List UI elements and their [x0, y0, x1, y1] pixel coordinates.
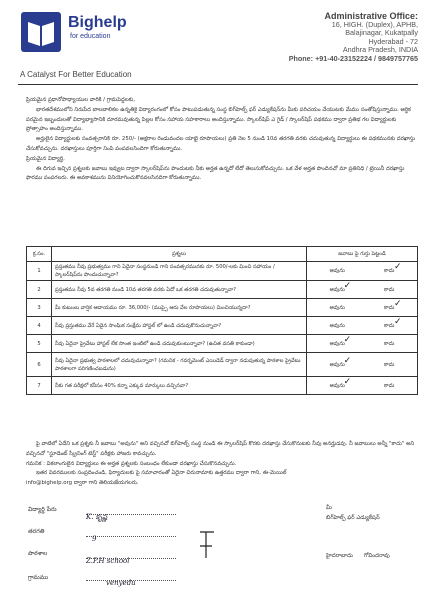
row-number: 7	[27, 377, 52, 395]
letter-body	[26, 96, 418, 184]
student-name-field[interactable]	[86, 504, 176, 521]
row-answer	[307, 377, 418, 395]
answer-yes-label: అవును	[329, 268, 345, 274]
office-line: Balajinagar, Kukatpally	[345, 28, 418, 38]
table-row	[27, 281, 418, 299]
brand-subtitle: for education	[70, 33, 111, 40]
class-label: తరగతి	[28, 528, 45, 535]
signature-name: గోవిందరావు	[364, 553, 390, 559]
table-row	[27, 262, 418, 281]
footer-email: info@bighelp.org ద్వారా గాని తెలియజేయగలరు.	[26, 480, 139, 487]
school-field[interactable]	[86, 548, 176, 565]
table-row	[27, 335, 418, 353]
signature-salutation: మీ	[326, 505, 332, 511]
class-value: 9	[92, 535, 97, 543]
footer-contact: ఇతర వివరములకు సంప్రదించండి, ఫిర్యాదులకు పై సమాచారంతో ఏదైనా చిరునామాకు ఉత్తరము ద్వారా గాని, ఈ-మెయిల్	[36, 470, 287, 477]
answer-yes-label: అవును	[329, 286, 345, 293]
bighelp-logo-icon	[20, 10, 62, 54]
row-number: 5	[27, 335, 52, 353]
answer-yes-label: అవును	[329, 304, 345, 311]
row-answer	[307, 281, 418, 299]
check-mark-icon: ✓	[343, 355, 352, 366]
answer-yes-label: అవును	[329, 361, 345, 368]
office-phone: Phone: +91-40-23152224 / 9849757765	[288, 53, 418, 63]
student-name-value: K. కృష్ణ	[86, 513, 108, 521]
row-answer	[307, 335, 418, 353]
signature-mark-icon	[196, 528, 220, 562]
brand-name: Bighelp	[68, 14, 127, 31]
col-question-header: ప్రశ్నలు	[52, 247, 307, 262]
row-number: 3	[27, 299, 52, 317]
answer-no-label: కాదు	[384, 340, 395, 347]
row-number: 6	[27, 353, 52, 377]
answer-no-label: కాదు	[384, 382, 395, 389]
row-question: ప్రస్తుతము నీవు 5వ తరగతి నుండి 10వ తరగతి వరకు ఏదో ఒక తరగతి చదువుతున్నావా?	[52, 281, 307, 299]
row-number: 2	[27, 281, 52, 299]
answer-yes-option[interactable]	[326, 334, 352, 348]
student-name-label: విద్యార్థి పేరు	[28, 506, 57, 513]
eligibility-table	[26, 246, 418, 395]
answer-yes-label: అవును	[329, 382, 345, 389]
student-greeting: ప్రియమైన విద్యార్థి,	[26, 155, 65, 162]
row-number: 4	[27, 317, 52, 335]
check-mark-icon: ✓	[343, 376, 352, 387]
answer-no-label: కాదు	[384, 361, 395, 368]
check-mark-icon: ✓	[343, 334, 352, 345]
row-question: నీవు ప్రస్తుతము వేరే ఏదైన సాంఘిక సంక్షేమ హాస్టల్ లో ఉండి చదువుకొనుచున్నావా?	[52, 317, 307, 335]
row-number: 1	[27, 262, 52, 281]
class-field[interactable]	[86, 526, 176, 543]
answer-yes-option[interactable]	[326, 304, 349, 312]
office-address	[218, 12, 418, 64]
answer-yes-option[interactable]	[326, 355, 352, 369]
school-value: Z.P.H school	[86, 557, 130, 565]
office-line: Andhra Pradesh, INDIA	[342, 45, 418, 55]
signature-place: హైదరాబాదు	[326, 553, 353, 559]
check-mark-icon: ✓	[394, 316, 402, 327]
answer-no-label: కాదు	[384, 304, 395, 311]
answer-no-option[interactable]	[380, 340, 398, 348]
row-answer	[307, 353, 418, 377]
answer-yes-option[interactable]	[326, 376, 352, 390]
letter-paragraph: భారతదేశములోని నిరుపేద బాలబాలికల ఉన్నతికై విద్యారంగంలో కోసం పాటుపడుతున్న సంస్థ బిగ్‌హెల్ప్ ఫర్ ఎడ్యుకేషన్‌ను మీకు పరిచయం చేయుటకు మేము సంతోషిస్తున్నాము. ఆర్థిక పరమైన ఇబ్బందులతో విద్యాభ్యాసానికి దూరమవుతున్న పిల్లల కోసం సహాయ సహకారాలు అందిస్తున్నాము. స్కాలర్‌షిప్ ఎ గైడ్ / స్కాలర్‌షిప్ పథకము ద్వారా ప్రతిభ గల విద్యార్థులకు ప్రోత్సాహం అందిస్తున్నాము.	[26, 106, 411, 133]
village-field[interactable]	[86, 570, 176, 587]
table-row	[27, 377, 418, 395]
answer-yes-label: అవును	[329, 340, 345, 347]
row-answer	[307, 299, 418, 317]
col-number-header: క్ర.సం.	[27, 247, 52, 262]
row-answer	[307, 317, 418, 335]
footer-note: గమనిక : వికలాంగులైన విద్యార్థులు ఈ అర్హత ప్రశ్నలకు సంబంధం లేకుండా దరఖాస్తు చేసుకొనవచ్చును.	[26, 460, 237, 467]
row-answer	[307, 262, 418, 281]
table-row	[27, 317, 418, 335]
check-mark-icon: ✓	[394, 262, 402, 272]
school-label: పాఠశాల	[28, 550, 48, 557]
row-question: నీవు ఏదైనా ప్రైవేటు హాస్టల్ లేక సొంత ఇంటిలో ఉండి చదువుకుంటున్నావా? (ఉచిత వసతి కాకుండా)	[52, 335, 307, 353]
signature-organisation: బిగ్‌హెల్ప్ ఫర్ ఎడ్యుకేషన్	[326, 515, 380, 521]
check-mark-icon: ✓	[343, 280, 352, 291]
letter-paragraph: ఈ దిగువ ఇచ్చిన ప్రశ్నలకు జవాబు ఇవ్వుట ద్వారా స్కాలర్‌షిప్‌ను పొందుటకు నీకు అర్హత ఉన్నదో లేదో తెలుసుకోవచ్చును. ఒక వేళ అర్హత పొందినచో మా ప్రతినిధి / ట్రెయినీ దరఖాస్తు ఫారము పంపగలరు. ఈ అవకాశమును వినియోగించుకొనవలసినదిగా కోరుతున్నాము.	[26, 165, 405, 182]
answer-yes-option[interactable]	[326, 322, 349, 330]
letter-paragraph: అర్హులైన విద్యార్థులకు సంవత్సరానికి రూ. 250/- (అక్షరాల రెండువందల యాభై రూపాయలు) ప్రతి నెల 5 నుండి 10వ తరగతి వరకు చదువుతున్న విద్యార్థులు ఈ పథకమునకు దరఖాస్తు చేసుకోవచ్చును. దరఖాస్తులు పూర్తిగా నింపి పంపవలసిందిగా కోరుతున్నాము.	[26, 136, 416, 152]
footer-paragraph: పై వాటిలో ఏదేని ఒక ప్రశ్నకు నీ జవాబు "అవును" అని వచ్చినచో బిగ్‌హెల్ప్ సంస్థ నుండి ఈ స్కాలర్‌షిప్ కొరకు దరఖాస్తు చేసుకొనుటకు నీవు అనర్హుడవు. నీ జవాబులు అన్నీ "కాదు" అని వచ్చినచో "స్టూడెంట్ స్క్రీనింగ్ టెస్ట్" పరీక్షకు హాజరు కావచ్చును.	[26, 441, 415, 457]
table-row	[27, 353, 418, 377]
footer-text	[26, 440, 418, 489]
village-label: గ్రామము	[28, 574, 49, 581]
table-row	[27, 299, 418, 317]
answer-yes-label: అవును	[329, 322, 345, 329]
answer-yes-option[interactable]	[326, 280, 352, 294]
answer-no-option[interactable]	[380, 262, 402, 275]
answer-yes-option[interactable]	[326, 267, 349, 275]
answer-no-option[interactable]	[380, 298, 402, 312]
row-question: ప్రస్తుతము నీవు ప్రభుత్వము గాని ఏదైనా సంస్థనుండి గాని సంవత్సరమునకు రూ. 500/-లకు మించి సహాయం / స్కాలర్‌షిప్‌ను పొందుచున్నావా?	[52, 262, 307, 281]
brand-tagline: A Catalyst For Better Education	[20, 70, 132, 79]
answer-no-label: కాదు	[384, 286, 395, 293]
col-answer-header: జవాబు పై గుర్తు పెట్టండి	[307, 247, 418, 262]
row-question: నీవు ఏదైనా ప్రభుత్వ పాఠశాలలో చదువుచున్నావా? (గమనిక - గవర్నమెంట్ ఎయిడెడ్ ద్వారా నడుపుతున్న పాఠశాల ప్రైవేటు పాఠశాలగా పరిగణించబడును)	[52, 353, 307, 377]
header-divider	[18, 84, 418, 85]
row-question: నీకు గత పరీక్షలో కనీసం 40% కన్నా ఎక్కువ మార్కులు వచ్చినవా?	[52, 377, 307, 395]
salutation: ప్రియమైన ప్రధానోపాధ్యాయుల వారికి / గ్రామపెద్దలకు,	[26, 97, 136, 103]
check-mark-icon: ✓	[394, 298, 402, 309]
answer-no-label: కాదు	[384, 268, 395, 274]
answer-no-label: కాదు	[384, 322, 395, 329]
office-line: Hyderabad - 72	[368, 36, 418, 46]
answer-no-option[interactable]	[380, 361, 398, 369]
office-heading: Administrative Office:	[324, 11, 418, 21]
answer-no-option[interactable]	[380, 316, 402, 330]
office-line: 16, HIGH. (Duplex), APHB,	[331, 19, 418, 29]
answer-no-option[interactable]	[380, 382, 398, 390]
village-value: venyedu	[106, 579, 136, 587]
answer-no-option[interactable]	[380, 286, 398, 294]
row-question: మీ కుటుంబ వార్షిక ఆదాయము రూ. 36,000/- (ముప్పై ఆరు వేల రూపాయలు) మించియున్నదా?	[52, 299, 307, 317]
table-header-row	[27, 247, 418, 262]
